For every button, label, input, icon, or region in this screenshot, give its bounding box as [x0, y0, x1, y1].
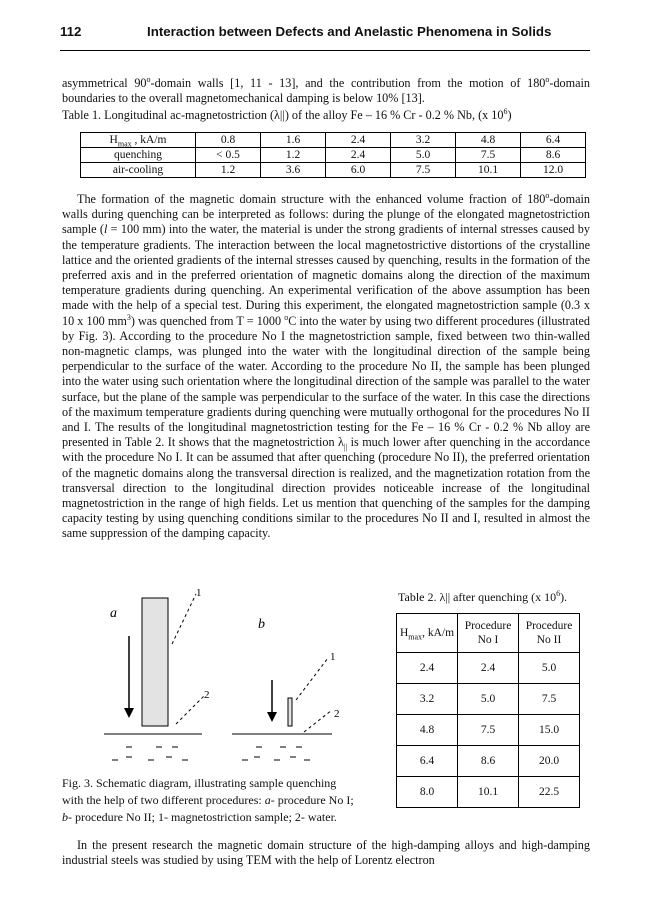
table-row [397, 715, 580, 746]
table-cell: 2.4 [326, 148, 391, 163]
label-2-b: 2 [334, 708, 340, 720]
table1-caption: Table 1. Longitudinal ac-magnetostriction (λ||) of the alloy Fe – 16 % Cr - 0.2 % Nb, (x $10^6$) [62, 106, 512, 122]
table-cell: 7.5 [458, 715, 519, 746]
table-cell: 4.8 [397, 715, 458, 746]
paragraph-intro: asymmetrical 90$^o$-domain walls [1, 11 - 13], and the contribution from the motion of 180$^o$-domain boundaries to the overall magnetomechanical damping is below 10% [13]. [62, 74, 591, 106]
leader-1-b [296, 658, 328, 700]
panel-a-label: a [110, 606, 117, 621]
running-title: Interaction between Defects and Anelastic Phenomena in Solids [147, 24, 552, 39]
paragraph-bottom: In the present research the magnetic domain structure of the high-damping alloys and high-damping industrial steels was studied by using TEM with the help of Lorentz electron [62, 838, 590, 868]
table-cell: 3.6 [261, 163, 326, 178]
table-cell: 8.0 [397, 777, 458, 808]
table-row [397, 614, 580, 653]
leader-1-a [172, 594, 196, 644]
table-cell: 5.0 [519, 653, 580, 684]
table-cell: 2.4 [458, 653, 519, 684]
table-cell: 8.6 [521, 148, 586, 163]
table-row [81, 133, 586, 148]
table-cell: 8.6 [458, 746, 519, 777]
page-number: 112 [60, 24, 82, 39]
table-row [397, 684, 580, 715]
label-1-b: 1 [330, 651, 336, 663]
table-cell: 3.2 [397, 684, 458, 715]
arrow-b-head [267, 712, 277, 722]
table-row [81, 148, 586, 163]
table-cell: 3.2 [391, 133, 456, 148]
table-row [397, 653, 580, 684]
table-cell: 7.5 [456, 148, 521, 163]
figure-3-caption: Fig. 3. Schematic diagram, illustrating sample quenching with the help of two different procedures: a- procedure No I; b- procedure No II; 1- magnetostriction sample; 2- water. [62, 776, 354, 824]
table-cell: 1.2 [196, 163, 261, 178]
table2-caption: Table 2. λ|| after quenching (x $10^6$). [398, 589, 568, 604]
table-cell: 4.8 [456, 133, 521, 148]
sample-b [288, 698, 292, 726]
table-cell: 1.6 [261, 133, 326, 148]
table-row [397, 777, 580, 808]
table-cell: 10.1 [458, 777, 519, 808]
table-cell: 7.5 [391, 163, 456, 178]
table-cell: 2.4 [397, 653, 458, 684]
table-cell: air-cooling [81, 163, 196, 178]
table-cell: 22.5 [519, 777, 580, 808]
table-header-cell: $H_{max}$, kA/m [397, 614, 458, 653]
table-cell: 6.4 [397, 746, 458, 777]
table-cell: 7.5 [519, 684, 580, 715]
table-cell: 1.2 [261, 148, 326, 163]
table-cell: quenching [81, 148, 196, 163]
table-row [81, 163, 586, 178]
running-header [60, 24, 590, 51]
table-cell: 5.0 [458, 684, 519, 715]
figure-3-diagram [96, 584, 386, 779]
table-row [397, 746, 580, 777]
table-cell: 12.0 [521, 163, 586, 178]
table-cell: 6.0 [326, 163, 391, 178]
panel-b-label: b [258, 617, 265, 632]
table-cell: 15.0 [519, 715, 580, 746]
paragraph-main: The formation of the magnetic domain structure with the enhanced volume fraction of 180$^o$-domain walls during quenching can be interpreted as follows: during the plunge of the elongated magnetostriction sample (l = 100 mm) into the water, the material is under the strong gradients of internal stresses caused by the temperature gradients. The interaction between the local magnetostrictive distortions of the crystalline lattice and the oriented gradients of the internal stresses caused by quenching, results in the formation of the preferred axis and in the preferred orientation of magnetic domains along the direction of the maximum temperature gradients during quenching. An experimental verification of the above assumption has been made with the help of a special test. During this experiment, the elongated magnetostriction sample (0.3 x 10 x 100 $mm^3$) was quenched from T = 1000 $^o$C into the water by using two different procedures (illustrated by Fig. 3). According to the procedure No I the magnetostriction sample, fixed between two thin-walled non-magnetic clamps, was plunged into the water with the longitudinal direction of the sample being perpendicular to the surface of the water. According to the procedure No II, the sample has been plunged into the water using such orientation where the longitudinal direction of the sample was parallel to the water surface, but the plane of the sample was perpendicular to the surface of the water. In this case the directions of the maximum temperature gradients during quenching were mutually orthogonal for the procedures No II and I. The results of the longitudinal magnetostriction testing for the Fe – 16 % Cr - 0.2 % Nb alloy are presented in Table 2. It shows that the magnetostriction $\lambda_{||}$ is much lower after quenching in the accordance with the procedure No I. It can be assumed that after quenching (procedure No II), the preferred orientation of the magnetic domains along the transversal direction is realized, and the magnetization rotation from the transversal direction to the longitudinal direction provides noticeable increase of the longitudinal magnetostriction in the range of high fields. Let us mention that quenching of the samples for the damping capacity testing by using quenching conditions similar to the procedures No II and I, resulted in almost the same suppression of the damping capacity. [62, 190, 590, 541]
table-header-cell: Procedure No II [519, 614, 580, 653]
table-header-cell: Procedure No I [458, 614, 519, 653]
table-cell: 10.1 [456, 163, 521, 178]
table-cell: 2.4 [326, 133, 391, 148]
water-dashes-a [112, 747, 188, 760]
table-cell: 20.0 [519, 746, 580, 777]
sample-a [142, 598, 168, 726]
leader-2-a [176, 696, 204, 724]
table-1 [80, 132, 586, 178]
label-2-a: 2 [204, 689, 210, 701]
table-header-cell: $H_{max}$ , kA/m [81, 133, 196, 148]
table-2 [396, 613, 580, 808]
leader-2-b [304, 710, 332, 732]
label-1-a: 1 [196, 587, 202, 599]
table-cell: 0.8 [196, 133, 261, 148]
table-cell: 6.4 [521, 133, 586, 148]
table-cell: < 0.5 [196, 148, 261, 163]
table-cell: 5.0 [391, 148, 456, 163]
water-dashes-b [242, 747, 310, 760]
arrow-a-head [124, 708, 134, 718]
